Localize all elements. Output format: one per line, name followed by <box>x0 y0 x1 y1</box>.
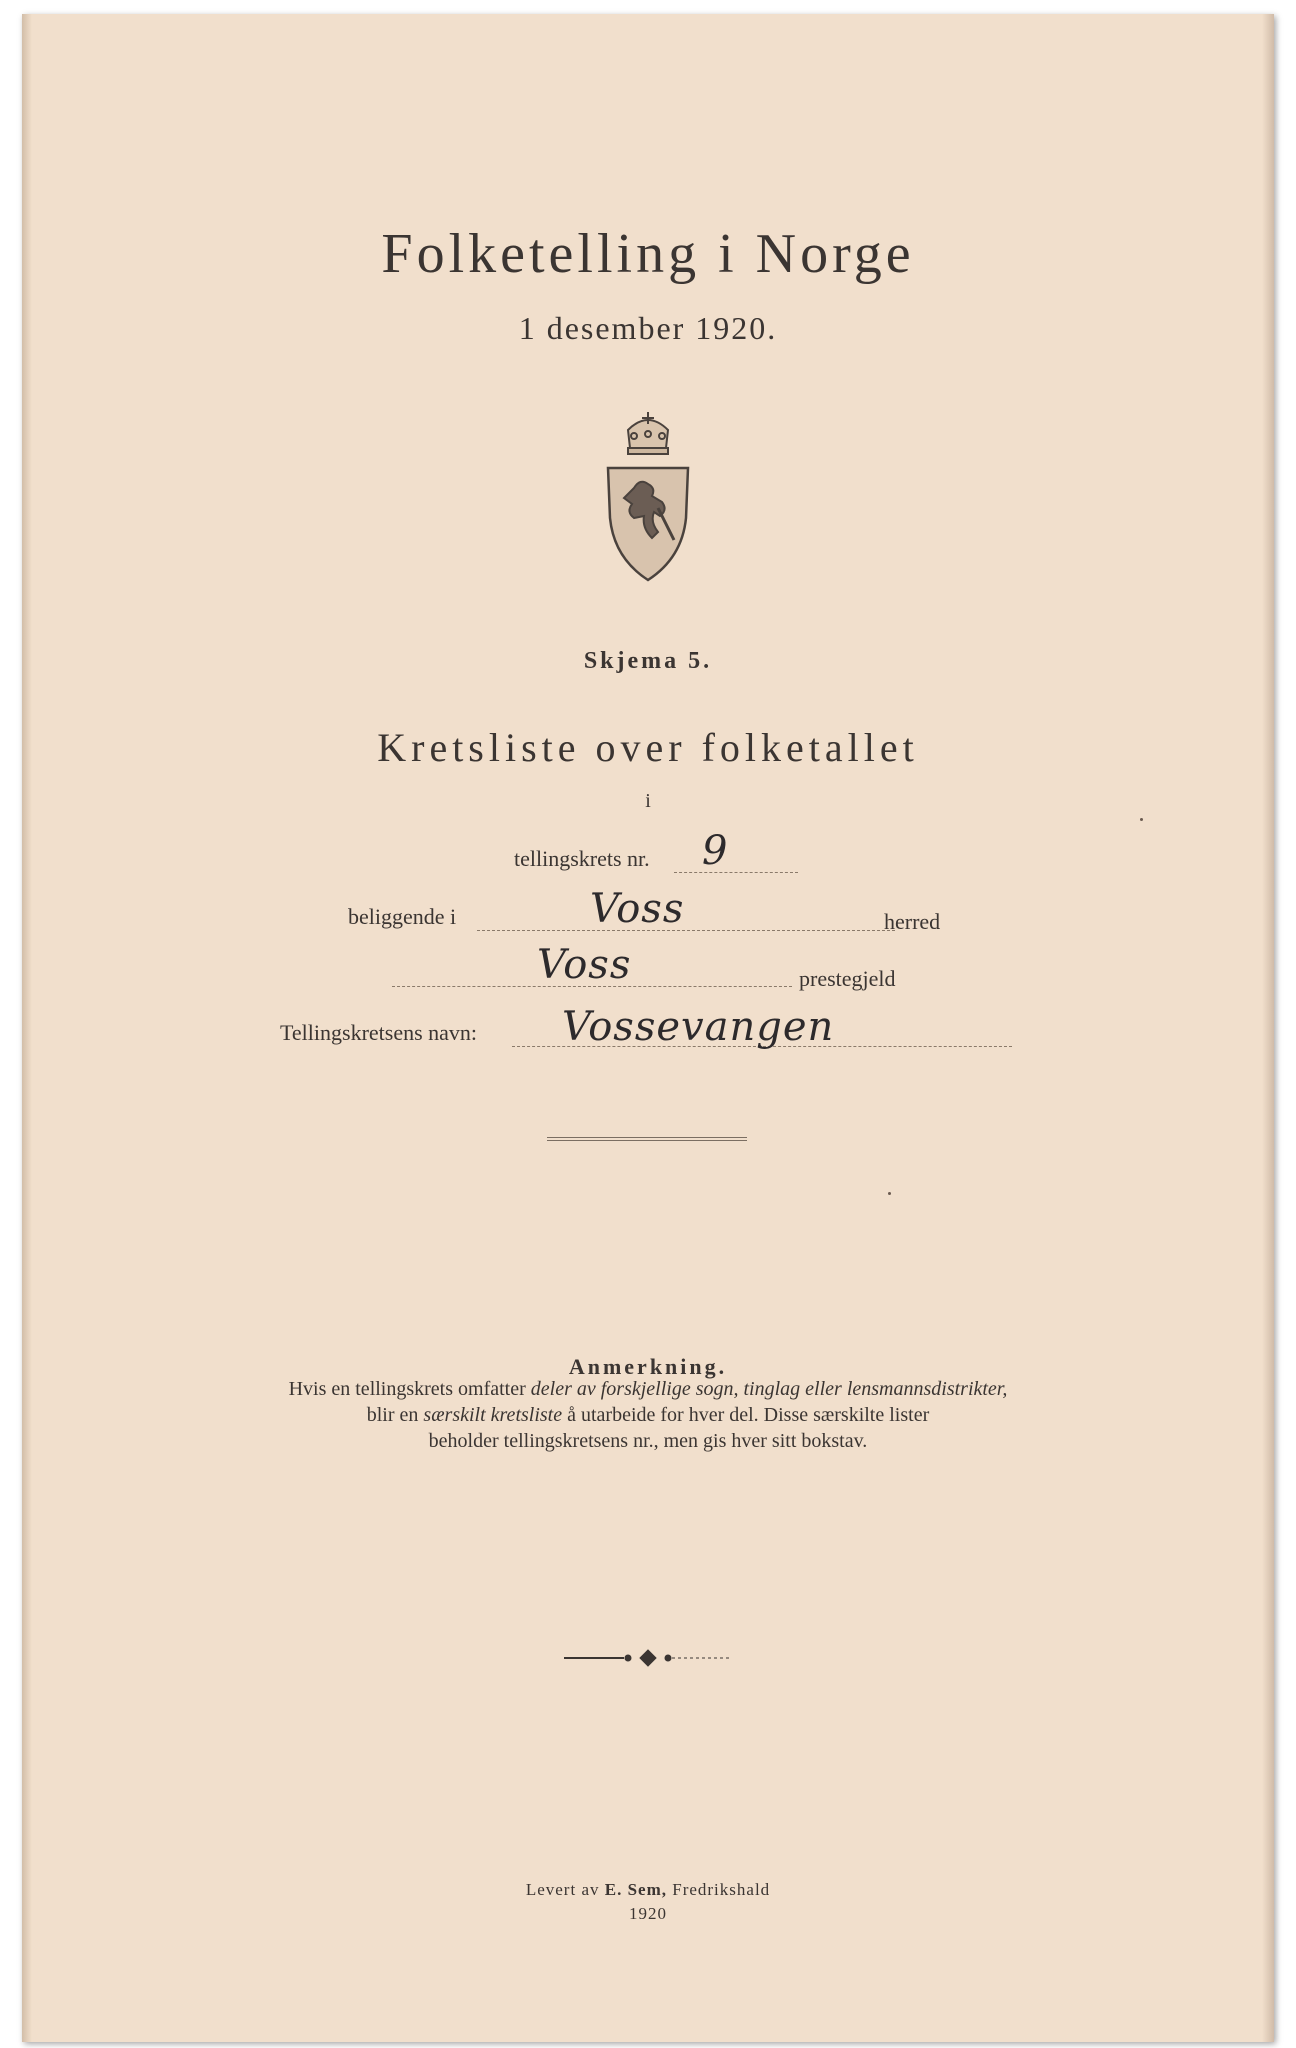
herred-label: herred <box>884 909 941 934</box>
schema-number: Skjema 5. <box>583 648 713 674</box>
prestegjeld-label: prestegjeld <box>799 966 896 991</box>
note-heading: Anmerkning. <box>568 1354 728 1379</box>
census-form-sheet <box>22 14 1274 2042</box>
beliggende-value: Voss <box>590 886 685 932</box>
note-line-2: blir en særskilt kretsliste å utarbeide for hver del. Disse særskilte lister <box>366 1404 930 1426</box>
prestegjeld-value: Voss <box>537 942 632 988</box>
preposition-i: i <box>645 790 651 812</box>
section-divider <box>547 1137 747 1141</box>
printer-credit: Levert av E. Sem, Fredrikshald <box>525 1880 771 1899</box>
tellingskrets-label: tellingskrets nr. <box>514 846 650 871</box>
note-line-3: beholder tellingskretsens nr., men gis hver sitt bokstav. <box>428 1430 868 1452</box>
tellingskrets-line <box>674 872 798 873</box>
note-line-1: Hvis en tellingskrets omfatter deler av forskjellige sogn, tinglag eller lensmannsdistrikter, <box>288 1378 1008 1400</box>
norwegian-coat-of-arms-icon <box>598 408 698 583</box>
kretsnavn-value: Vossevangen <box>562 1004 835 1050</box>
beliggende-label: beliggende i <box>348 904 457 929</box>
form-subtitle: Kretsliste over folketallet <box>377 725 919 770</box>
paper-speck <box>1140 818 1143 821</box>
paper-speck <box>888 1192 891 1195</box>
beliggende-line <box>477 930 895 931</box>
census-date: 1 desember 1920. <box>518 310 778 346</box>
printer-year: 1920 <box>629 1904 667 1923</box>
kretsnavn-label: Tellingskretsens navn: <box>280 1020 478 1045</box>
form-title: Folketelling i Norge <box>381 223 915 285</box>
ornament-divider-icon <box>564 1648 732 1668</box>
tellingskrets-value: 9 <box>702 828 729 874</box>
